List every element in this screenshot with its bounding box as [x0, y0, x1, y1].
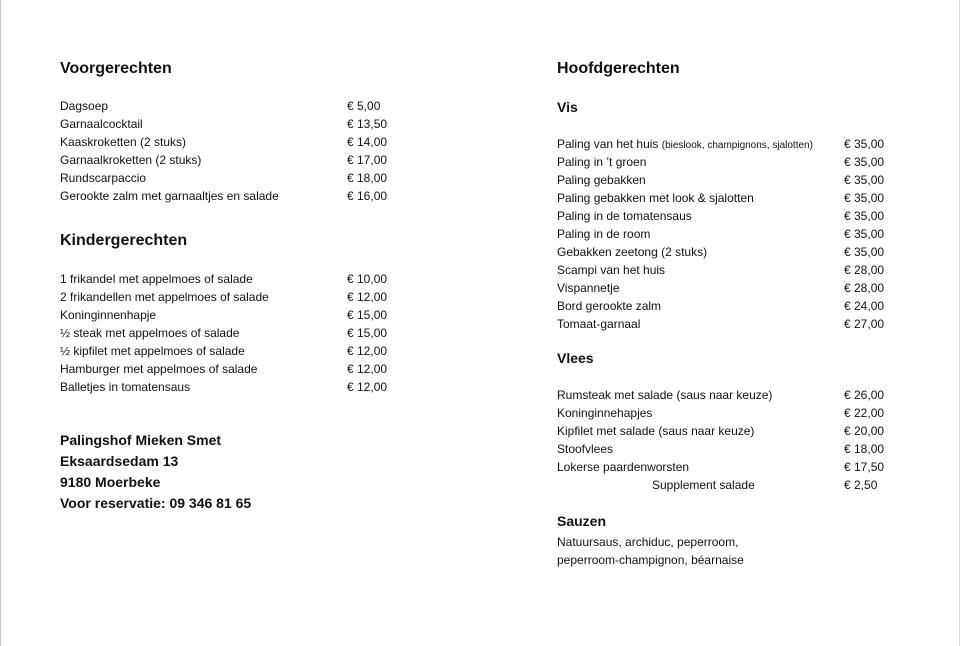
menu-item: [557, 404, 885, 422]
item-price: € 28,00: [844, 281, 885, 295]
item-name: Bord gerookte zalm: [557, 299, 662, 313]
restaurant-name: Palingshof Mieken Smet: [60, 432, 222, 448]
address-city: 9180 Moerbeke: [60, 474, 161, 490]
menu-item: [557, 135, 885, 153]
menu-item: [557, 458, 885, 476]
item-name: Garnaalcocktail: [60, 117, 143, 131]
item-price: € 35,00: [844, 227, 885, 241]
menu-item: [60, 133, 388, 151]
menu-item: [557, 243, 885, 261]
item-price: € 35,00: [844, 191, 885, 205]
item-price: € 16,00: [347, 189, 388, 203]
menu-item: [60, 169, 388, 187]
item-price: € 35,00: [844, 155, 885, 169]
item-price: € 12,00: [347, 344, 388, 358]
item-name: Rundscarpaccio: [60, 171, 147, 185]
item-price: € 5,00: [347, 99, 381, 113]
menu-item: [557, 225, 885, 243]
item-price: € 15,00: [347, 326, 388, 340]
sauzen-line: peperroom-champignon, béarnaise: [557, 553, 744, 567]
menu-item: [557, 386, 885, 404]
item-price: € 12,00: [347, 362, 388, 376]
item-price: € 20,00: [844, 424, 885, 438]
menu-item: [60, 360, 388, 378]
menu-item: [557, 279, 885, 297]
item-price: € 35,00: [844, 209, 885, 223]
item-note: (bieslook, champignons, sjalotten): [661, 140, 813, 151]
menu-item: [557, 171, 885, 189]
kindergerechten-heading: Kindergerechten: [60, 232, 188, 249]
item-name: Dagsoep: [60, 99, 109, 113]
kindergerechten-list: [60, 270, 388, 396]
item-name: Paling in de room: [557, 227, 651, 241]
hoofdgerechten-heading: Hoofdgerechten: [557, 60, 680, 77]
menu-item: [557, 153, 885, 171]
item-name: [557, 137, 813, 151]
item-name: ½ steak met appelmoes of salade: [60, 326, 240, 340]
item-price: € 35,00: [844, 137, 885, 151]
item-name: Paling gebakken met look & sjalotten: [557, 191, 754, 205]
item-name: Garnaalkroketten (2 stuks): [60, 153, 202, 167]
item-name: Koninginnenhapje: [60, 308, 157, 322]
item-name: Supplement salade: [652, 478, 755, 492]
menu-item: [60, 187, 388, 205]
menu-item: [60, 378, 388, 396]
menu-item: [557, 422, 885, 440]
item-name: ½ kipfilet met appelmoes of salade: [60, 344, 245, 358]
item-price: € 10,00: [347, 272, 388, 286]
menu-item: [60, 115, 388, 133]
item-price: € 24,00: [844, 299, 885, 313]
item-price: € 15,00: [347, 308, 388, 322]
vlees-list: [557, 386, 885, 494]
address-street: Eksaardsedam 13: [60, 453, 179, 469]
item-name: 1 frikandel met appelmoes of salade: [60, 272, 253, 286]
vlees-heading: Vlees: [557, 350, 594, 366]
item-name: 2 frikandellen met appelmoes of salade: [60, 290, 269, 304]
item-name: Kaaskroketten (2 stuks): [60, 135, 187, 149]
item-name: Paling in ’t groen: [557, 155, 647, 169]
menu-item: [60, 97, 381, 115]
voorgerechten-list: [60, 97, 388, 205]
sauzen-line: Natuursaus, archiduc, peperroom,: [557, 535, 739, 549]
page-edge-left: [0, 0, 1, 646]
item-name: Lokerse paardenworsten: [557, 460, 690, 474]
supplement-item: [557, 476, 878, 494]
item-price: € 2,50: [844, 478, 878, 492]
item-name: Tomaat-garnaal: [557, 317, 641, 331]
vis-heading: Vis: [557, 99, 578, 115]
menu-item: [60, 151, 388, 169]
menu-item: [557, 297, 885, 315]
item-price: € 18,00: [844, 442, 885, 456]
item-name: Balletjes in tomatensaus: [60, 380, 191, 394]
item-price: € 35,00: [844, 245, 885, 259]
item-name: Scampi van het huis: [557, 263, 666, 277]
item-name: Rumsteak met salade (saus naar keuze): [557, 388, 773, 402]
item-price: € 17,50: [844, 460, 885, 474]
item-name: Koninginnehapjes: [557, 406, 653, 420]
item-price: € 18,00: [347, 171, 388, 185]
item-name: Paling in de tomatensaus: [557, 209, 692, 223]
item-price: € 14,00: [347, 135, 388, 149]
item-name: Paling gebakken: [557, 173, 646, 187]
menu-item: [557, 440, 885, 458]
menu-item: [60, 306, 388, 324]
menu-item: [60, 342, 388, 360]
item-name: Kipfilet met salade (saus naar keuze): [557, 424, 755, 438]
item-price: € 27,00: [844, 317, 885, 331]
vis-list: [557, 135, 885, 333]
menu-item: [60, 288, 388, 306]
item-name-text: Paling van het huis: [557, 137, 659, 151]
item-price: € 13,50: [347, 117, 388, 131]
reservation-phone: Voor reservatie: 09 346 81 65: [60, 495, 252, 511]
menu-item: [557, 207, 885, 225]
item-price: € 12,00: [347, 290, 388, 304]
voorgerechten-heading: Voorgerechten: [60, 60, 172, 77]
item-price: € 26,00: [844, 388, 885, 402]
item-name: Vispannetje: [557, 281, 620, 295]
item-price: € 17,00: [347, 153, 388, 167]
item-name: Hamburger met appelmoes of salade: [60, 362, 258, 376]
menu-item: [60, 270, 388, 288]
sauzen-heading: Sauzen: [557, 513, 607, 529]
item-price: € 12,00: [347, 380, 388, 394]
item-name: Stoofvlees: [557, 442, 614, 456]
item-name: Gerookte zalm met garnaaltjes en salade: [60, 189, 279, 203]
item-name: Gebakken zeetong (2 stuks): [557, 245, 708, 259]
restaurant-address: [60, 430, 251, 514]
menu-item: [557, 315, 885, 333]
menu-item: [60, 324, 388, 342]
menu-item: [557, 189, 885, 207]
item-price: € 28,00: [844, 263, 885, 277]
menu-item: [557, 261, 885, 279]
sauzen-list: [557, 533, 744, 569]
item-price: € 22,00: [844, 406, 885, 420]
item-price: € 35,00: [844, 173, 885, 187]
